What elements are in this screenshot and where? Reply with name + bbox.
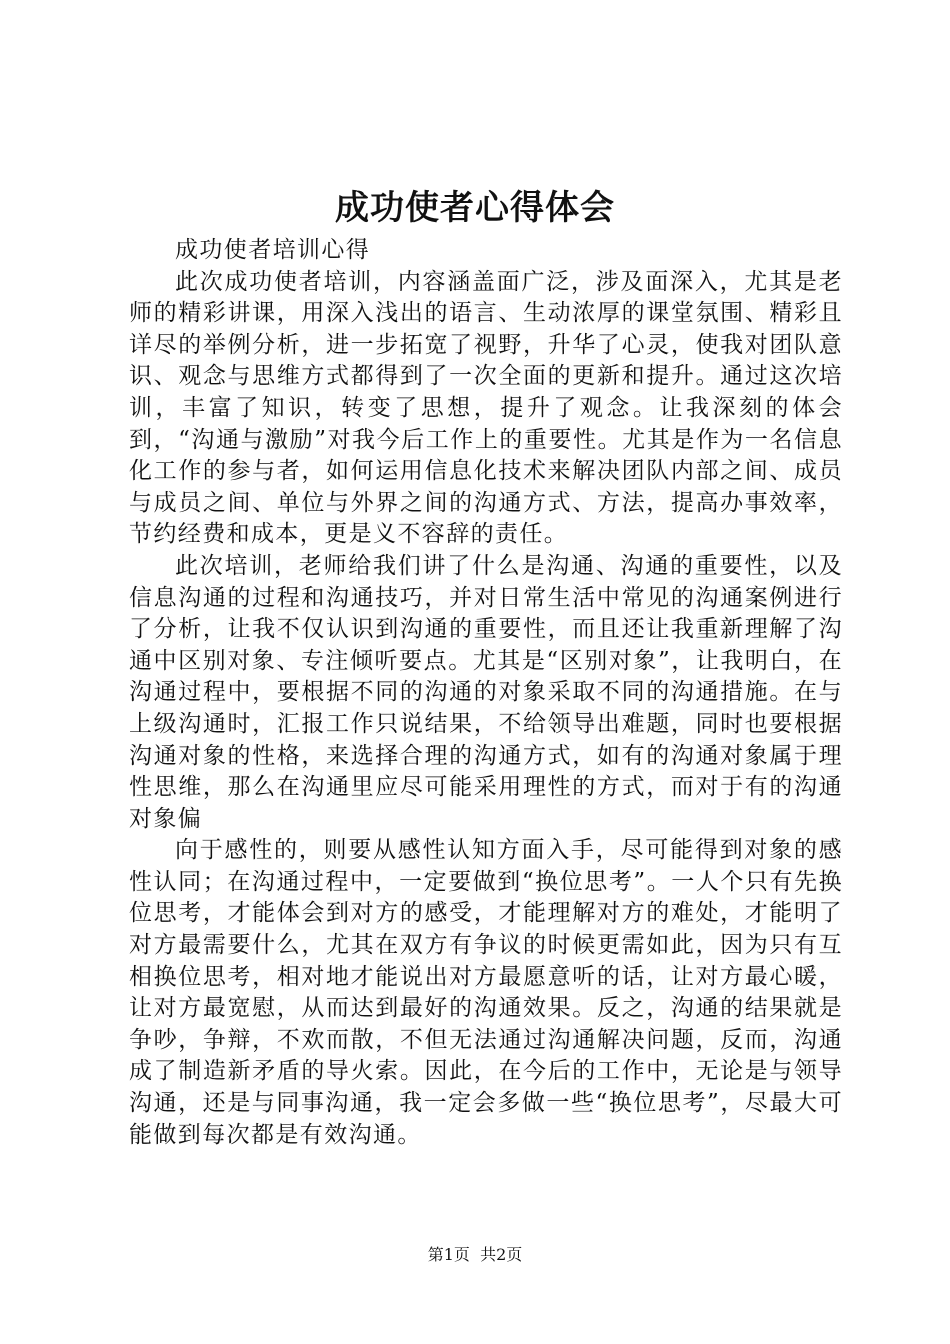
subtitle-paragraph: 成功使者培训心得: [175, 237, 371, 263]
page-total: 共2页: [480, 1245, 523, 1264]
body-paragraph: 此次成功使者培训，内容涵盖面广泛，涉及面深入，尤其是老师的精彩讲课，用深入浅出的语言、生动浓厚的课堂氛围、精彩且详尽的举例分析，进一步拓宽了视野，升华了心灵，使我对团队意识、观念与思维方式都得到了一次全面的更新和提升。通过这次培训，丰富了知识，转变了思想，提升了观念。让我深刻的体会到，“沟通与激励”对我今后工作上的重要性。尤其是作为一名信息化工作的参与者，如何运用信息化技术来解决团队内部之间、成员与成员之间、单位与外界之间的沟通方式、方法，提高办事效率，节约经费和成本，更是义不容辞的责任。: [129, 268, 843, 548]
document-body: [129, 235, 843, 1151]
page-footer: [0, 1244, 950, 1266]
page-number: 第1页: [427, 1245, 470, 1264]
page-title: 成功使者心得体会: [335, 188, 615, 228]
body-paragraph: 向于感性的，则要从感性认知方面入手，尽可能得到对象的感性认同；在沟通过程中，一定要做到“换位思考”。一人个只有先换位思考，才能体会到对方的感受，才能理解对方的难处，才能明了对方最需要什么，尤其在双方有争议的时候更需如此，因为只有互相换位思考，相对地才能说出对方最愿意听的话，让对方最心暖，让对方最宽慰，从而达到最好的沟通效果。反之，沟通的结果就是争吵，争辩，不欢而散，不但无法通过沟通解决问题，反而，沟通成了制造新矛盾的导火索。因此，在今后的工作中，无论是与领导沟通，还是与同事沟通，我一定会多做一些“换位思考”，尽最大可能做到每次都是有效沟通。: [129, 837, 843, 1148]
body-paragraph: 此次培训，老师给我们讲了什么是沟通、沟通的重要性，以及信息沟通的过程和沟通技巧，并对日常生活中常见的沟通案例进行了分析，让我不仅认识到沟通的重要性，而且还让我重新理解了沟通中区别对象、专注倾听要点。尤其是“区别对象”，让我明白，在沟通过程中，要根据不同的沟通的对象采取不同的沟通措施。在与上级沟通时，汇报工作只说结果，不给领导出难题，同时也要根据沟通对象的性格，来选择合理的沟通方式，如有的沟通对象属于理性思维，那么在沟通里应尽可能采用理性的方式，而对于有的沟通对象偏: [129, 552, 843, 832]
